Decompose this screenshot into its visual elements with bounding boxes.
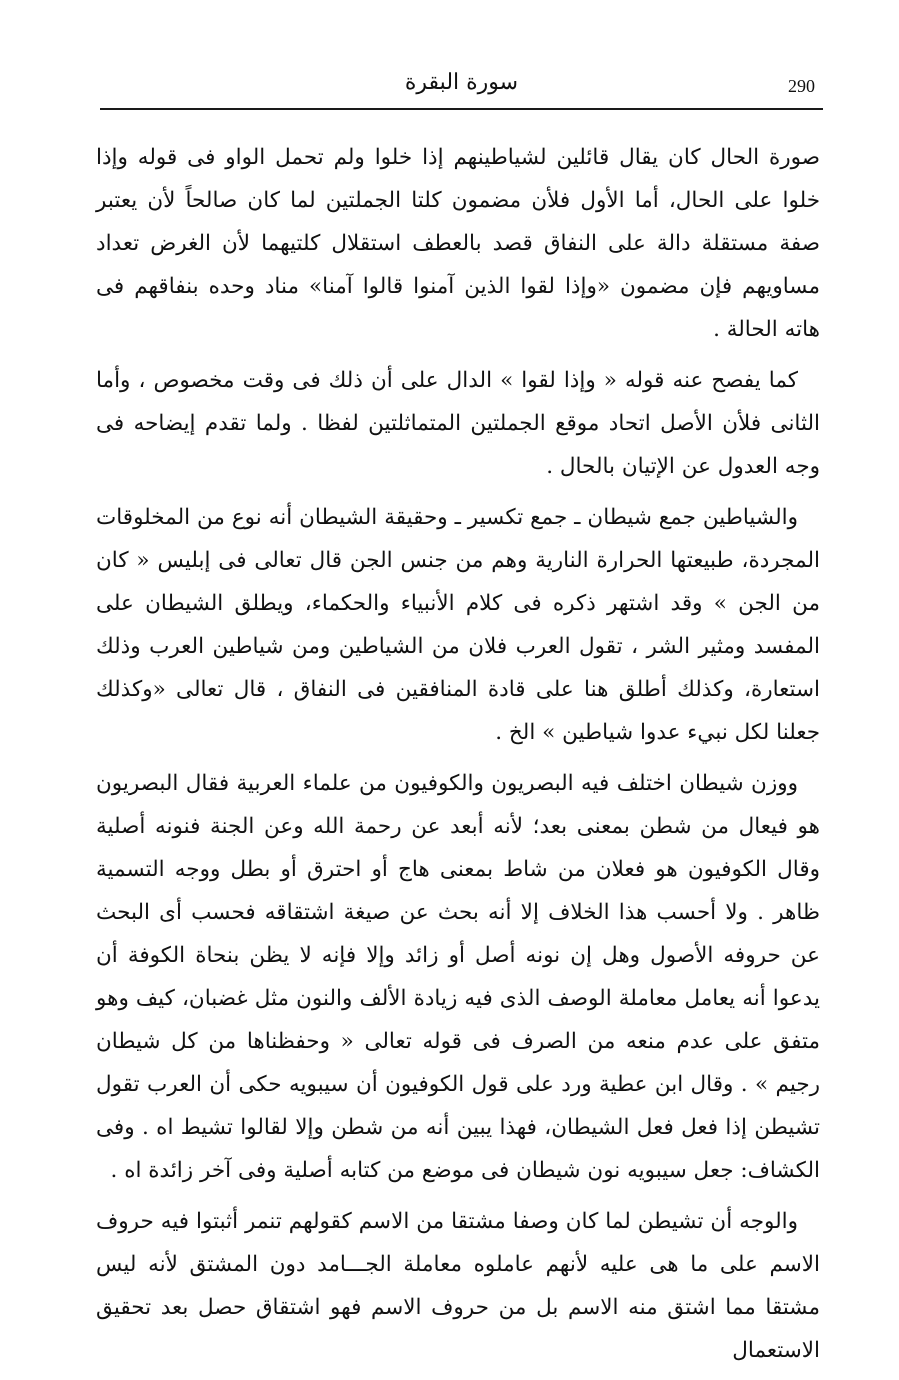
paragraph: كما يفصح عنه قوله « وإذا لقوا » الدال على أن ذلك فى وقت مخصوص ، وأما الثانى فلأن الأصل اتحاد موقع الجملتين المتماثلتين لفظا . ولما تقدم إيضاحه فى وجه العدول عن الإتيان بالحال . — [96, 368, 820, 479]
surah-title: سورة البقرة — [404, 70, 519, 95]
paragraph: والشياطين جمع شيطان ـ جمع تكسير ـ وحقيقة الشيطان أنه نوع من المخلوقات المجردة، طبيعتها الحرارة النارية وهم من جنس الجن قال تعالى فى إبليس « كان من الجن » وقد اشتهر ذكره فى كلام الأنبياء والحكماء، ويطلق الشيطان على المفسد ومثير الشر ، تقول العرب فلان من الشياطين ومن شياطين العرب وذلك استعارة، وكذلك أطلق هنا على قادة المنافقين فى النفاق ، قال تعالى «وكذلك جعلنا لكل نبيء عدوا شياطين » الخ . — [96, 505, 820, 745]
body-text — [96, 136, 820, 1380]
paragraph: صورة الحال كان يقال قائلين لشياطينهم إذا خلوا ولم تحمل الواو فى قوله وإذا خلوا على الحال، أما الأول فلأن مضمون كلتا الجملتين لما كان صالحاً لأن يعتبر صفة مستقلة دالة على النفاق قصد بالعطف استقلال كلتيهما لأن الغرض تعداد مساويهم فإن مضمون «وإذا لقوا الذين آمنوا قالوا آمنا» مناد وحده بنفاقهم فى هاته الحالة . — [96, 145, 820, 342]
page-header — [100, 66, 823, 106]
page-number: 290 — [788, 76, 815, 96]
paragraph: والوجه أن تشيطن لما كان وصفا مشتقا من الاسم كقولهم تنمر أثبتوا فيه حروف الاسم على ما هى عليه لأنهم عاملوه معاملة الجـــامد دون المشتق لأنه ليس مشتقا مما اشتق منه الاسم بل من حروف الاسم فهو اشتقاق حصل بعد تحقيق الاستعمال — [96, 1209, 820, 1363]
paragraph: ووزن شيطان اختلف فيه البصريون والكوفيون من علماء العربية فقال البصريون هو فيعال من شطن بمعنى بعد؛ لأنه أبعد عن رحمة الله وعن الجنة فنونه أصلية وقال الكوفيون هو فعلان من شاط بمعنى هاج أو احترق أو بطل ووجه التسمية ظاهر . ولا أحسب هذا الخلاف إلا أنه بحث عن صيغة اشتقاقه فحسب أى البحث عن حروفه الأصول وهل إن نونه أصل أو زائد وإلا فإنه لا يظن بنحاة الكوفة أن يدعوا أنه يعامل معاملة الوصف الذى فيه زيادة الألف والنون مثل غضبان، كيف وهو متفق على عدم منعه من الصرف فى قوله تعالى « وحفظناها من كل شيطان رجيم » . وقال ابن عطية ورد على قول الكوفيون أن سيبويه حكى أن العرب تقول تشيطن إذا فعل فعل الشيطان، فهذا يبين أنه من شطن وإلا لقالوا تشيط اه . وفى الكشاف: جعل سيبويه نون شيطان فى موضع من كتابه أصلية وفى آخر زائدة اه . — [96, 771, 820, 1183]
header-rule — [100, 108, 823, 110]
